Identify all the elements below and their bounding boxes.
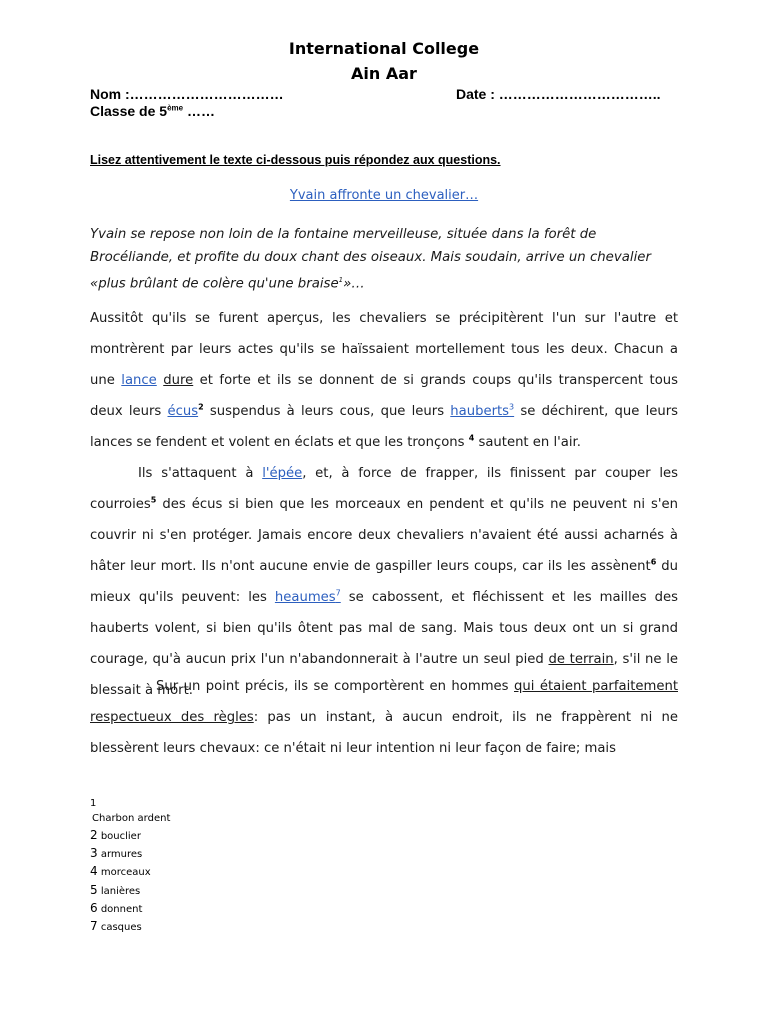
footnote-3 — [90, 845, 170, 863]
underlined-dure: dure — [163, 373, 194, 388]
story-title-link[interactable]: Yvain affronte un chevalier… — [289, 188, 479, 203]
link-hauberts[interactable] — [450, 404, 514, 419]
p3-text-2: : pas un instant, à aucun endroit, ils ne frappèrent ni ne blessèrent leurs chevaux: ce n'était ni leur intention ni leur façon de faire; mais — [90, 710, 678, 756]
p2-text-5: se cabossent, et fléchissent et les mailles des hauberts volent, si bien qu'ils ôtent pas mal de sang. Mais tous deux ont un si grand courage, qu'à aucun prix l'un n'abandonnerait à l'autre un seul pied — [90, 590, 678, 667]
footnote-num: 2 — [90, 828, 98, 842]
link-heaumes[interactable] — [275, 590, 341, 605]
link-hauberts-text[interactable]: hauberts — [450, 404, 510, 419]
footnote-ref-7: 7 — [335, 588, 341, 598]
classe-sup: ème — [167, 103, 184, 113]
classe-field — [90, 103, 215, 119]
intro-text: Yvain se repose non loin de la fontaine merveilleuse, située dans la forêt de Brocéliande, et profite du doux chant des oiseaux. Mais soudain, arrive un chevalier «plus brûlant de colère qu'une braise — [90, 227, 651, 292]
link-lance[interactable]: lance — [121, 373, 157, 388]
p2-text-1: Ils s'attaquent à — [138, 466, 263, 481]
footnote-num: 3 — [90, 846, 98, 861]
intro-after: »… — [343, 276, 365, 292]
story-title[interactable] — [0, 188, 768, 203]
footnote-text: armures — [100, 849, 143, 861]
p2-text-3: des écus si bien que les morceaux en pendent et qu'ils ne peuvent ni s'en couvrir ni s'en protéger. Jamais encore deux chevaliers n'avaient été aussi acharnés à hâter leur mort. Ils n'ont aucune envie de gaspiller leurs coups, car ils les assènent — [90, 497, 678, 574]
footnote-ref-6: 6 — [650, 557, 657, 567]
p1-text-4: se déchirent, que leurs lances se fendent et volent en éclats et que les tronçons — [90, 404, 678, 450]
nom-field: Nom :…………………………… — [90, 86, 284, 102]
footnote-ref-3: 3 — [509, 402, 515, 412]
link-epee[interactable]: l'épée — [262, 466, 303, 481]
p2-text-2: , et, à force de frapper, ils finissent par couper les courroies — [90, 466, 679, 512]
link-heaumes-text[interactable]: heaumes — [274, 590, 336, 605]
underlined-respectueux: qui étaient parfaitement respectueux des règles — [90, 679, 678, 725]
footnote-text: bouclier — [100, 831, 141, 842]
footnote-text: donnent — [100, 903, 143, 915]
instructions: Lisez attentivement le texte ci-dessous puis répondez aux questions. — [90, 153, 501, 167]
paragraph-3 — [90, 671, 678, 764]
classe-prefix: Classe de 5 — [90, 103, 168, 119]
footnote-2 — [90, 827, 170, 845]
paragraph-2 — [90, 458, 678, 706]
intro-paragraph — [90, 224, 682, 296]
footnote-ref-4: 4 — [468, 433, 475, 443]
footnote-1-num: 1 — [90, 798, 97, 809]
p1-text-5: sautent en l'air. — [474, 435, 581, 450]
footnote-num: 5 — [90, 882, 98, 897]
footnote-6 — [90, 900, 170, 918]
footnote-ref-2: 2 — [198, 402, 204, 412]
footnote-7 — [90, 918, 170, 936]
school-city: Ain Aar — [351, 64, 417, 83]
footnote-text: morceaux — [100, 867, 151, 879]
p1-text-1: Aussitôt qu'ils se furent aperçus, les chevaliers se précipitèrent l'un sur l'autre et montrèrent par leurs actes qu'ils se haïssaient mortellement tous les deux. Chacun a une — [90, 311, 678, 388]
date-field: Date : …………………………….. — [456, 86, 661, 102]
p1-text-2: et forte et ils se donnent de si grands coups qu'ils transpercent tous deux leurs — [90, 373, 678, 419]
footnotes — [90, 797, 170, 936]
footnote-text: lanières — [100, 885, 141, 897]
footnote-num: 7 — [90, 919, 98, 934]
underlined-terrain: de terrain — [548, 652, 614, 667]
p1-text-3: suspendus à leurs cous, que leurs — [203, 404, 451, 419]
footnote-num: 6 — [90, 900, 98, 915]
p2-text-6: , s'il ne le blessait à mort. — [90, 652, 678, 698]
p3-text-1: Sur un point précis, ils se comportèrent en hommes — [156, 679, 514, 694]
footnote-text: casques — [100, 922, 142, 934]
footnote-4 — [90, 863, 170, 881]
paragraph-1 — [90, 303, 678, 458]
school-name: International College — [288, 39, 480, 58]
footnote-ref-1: 1 — [338, 276, 344, 284]
classe-suffix: …… — [183, 103, 215, 119]
footnote-ref-5: 5 — [150, 495, 157, 505]
footnote-5 — [90, 882, 170, 900]
p2-text-4: du mieux qu'ils peuvent: les — [90, 559, 679, 605]
footnote-1-text: Charbon ardent — [92, 813, 171, 824]
footnote-num: 4 — [90, 864, 98, 879]
link-ecus[interactable]: écus — [167, 404, 199, 419]
